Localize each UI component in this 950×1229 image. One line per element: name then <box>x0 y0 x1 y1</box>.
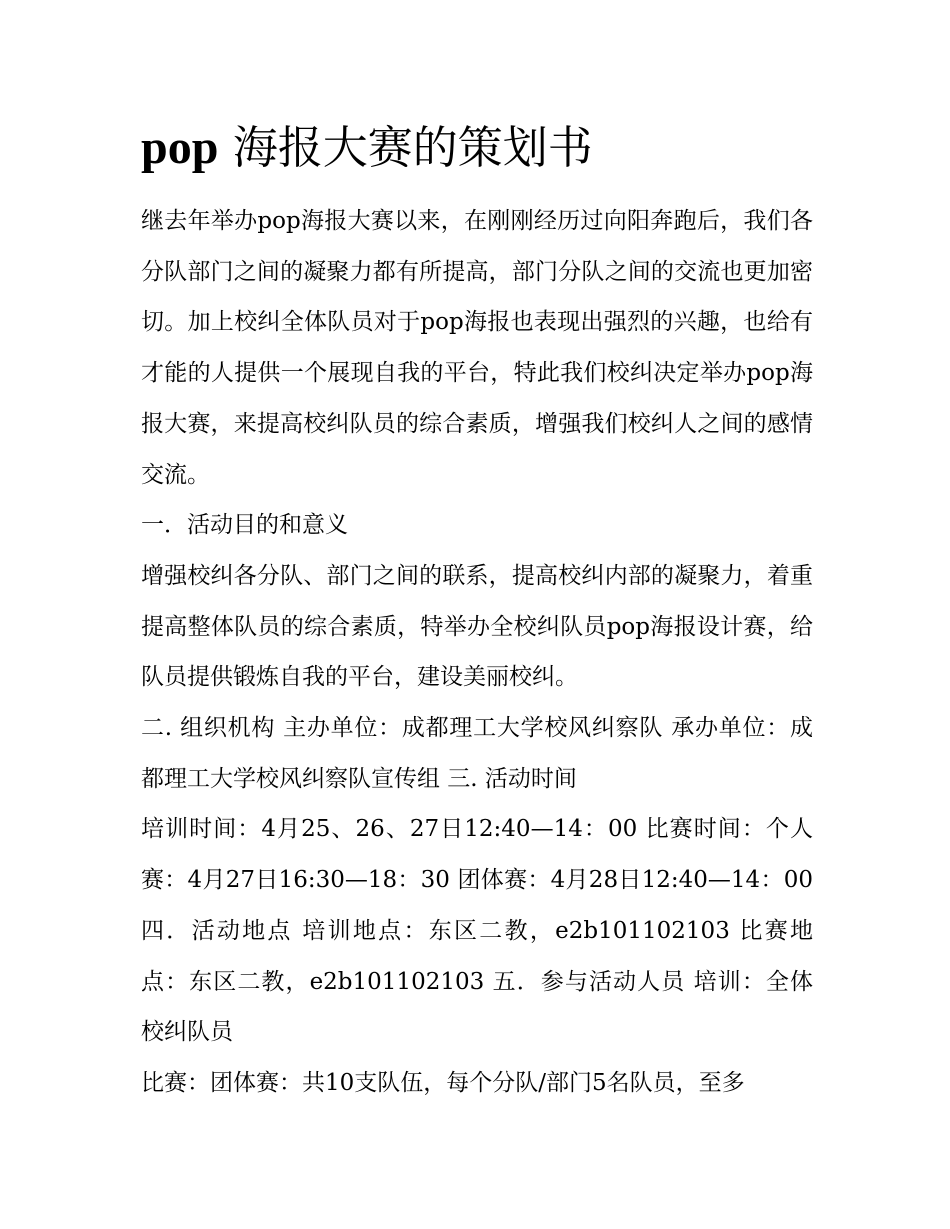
paragraph-competition: 比赛：团体赛：共10支队伍，每个分队/部门5名队员，至多 <box>141 1069 745 1096</box>
paragraph-intro: 继去年举办pop海报大赛以来，在刚刚经历过向阳奔跑后，我们各分队部门之间的凝聚力都有所提高，部门分队之间的交流也更加密切。加上校纠全体队员对于pop海报也表现出强烈的兴趣，也给有才能的人提供一个展现自我的平台，特此我们校纠决定举办pop海报大赛，来提高校纠队员的综合素质，增强我们校纠人之间的感情交流。 <box>141 208 813 488</box>
document-body <box>141 196 813 1109</box>
paragraph-organization: 二. 组织机构 主办单位：成都理工大学校风纠察队 承办单位：成都理工大学校风纠察队宣传组 三. 活动时间 <box>141 715 813 792</box>
paragraph-schedule-location: 培训时间：4月25、26、27日12:40—14：00 比赛时间：个人赛：4月27日16:30—18：30 团体赛：4月28日12:40—14：00 四．活动地点 培训地点：东区二教，e2b101102103 比赛地点：东区二教，e2b101102103 五．参与活动人员 培训：全体校纠队员 <box>141 816 813 1046</box>
title-latin: pop <box>141 121 219 174</box>
paragraph-purpose: 增强校纠各分队、部门之间的联系，提高校纠内部的凝聚力，着重提高整体队员的综合素质，特举办全校纠队员pop海报设计赛，给队员提供锻炼自我的平台，建设美丽校纠。 <box>141 562 813 691</box>
title-text: 海报大赛的策划书 <box>232 121 593 174</box>
document-title <box>141 110 813 186</box>
document-content <box>141 110 813 1109</box>
section-heading-purpose: 一．活动目的和意义 <box>141 512 348 539</box>
